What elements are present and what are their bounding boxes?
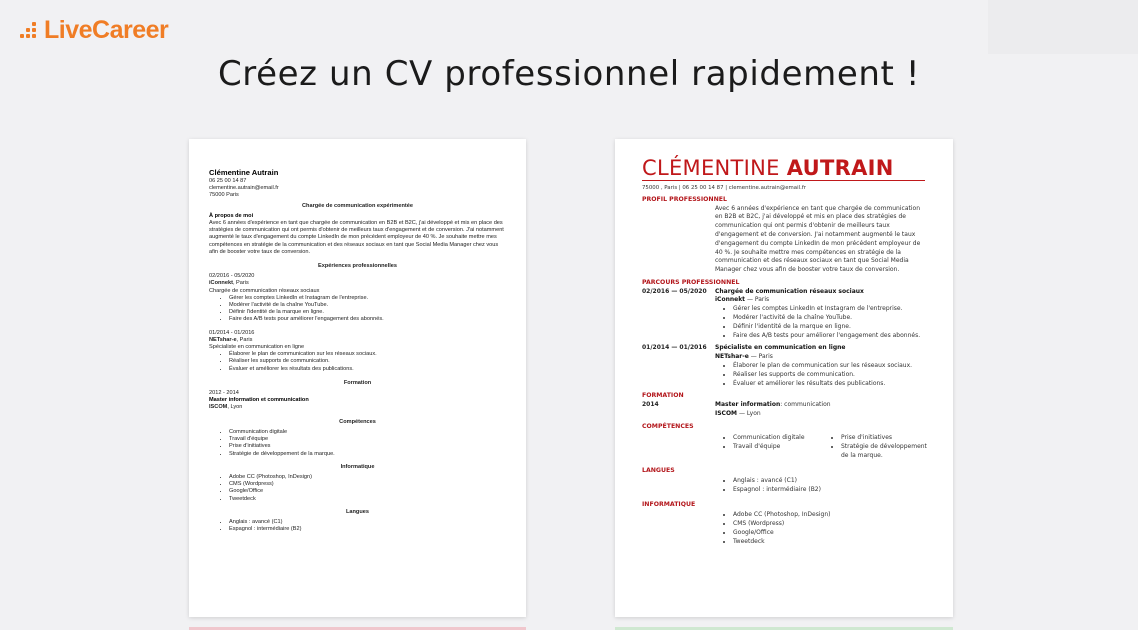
list-item: • Gérer les comptes LinkedIn et Instagram de l'entreprise.: [229, 295, 506, 302]
cv-template-modern[interactable]: [615, 139, 953, 617]
cv1-exp-heading: Expériences professionnelles: [318, 263, 397, 270]
cv2-edu-school-line: [715, 410, 926, 419]
cv2-exp1-company-line: [715, 296, 926, 305]
cv2-edu-degree: Master information: [715, 400, 781, 408]
list-item: • Adobe CC (Photoshop, InDesign): [229, 474, 506, 481]
cv2-exp2-company: NETshar-e: [715, 353, 749, 361]
cv2-skills-col2: [841, 434, 931, 460]
cv2-skills-heading: COMPÉTENCES: [642, 422, 694, 430]
cv2-edu-date: 2014: [642, 400, 659, 408]
cv-template-classic[interactable]: [189, 139, 526, 617]
cv1-exp1-role: Chargée de communication réseaux sociaux: [209, 287, 320, 294]
cv1-exp2-role: Spécialiste en communication en ligne: [209, 344, 305, 351]
cv2-name: [642, 156, 926, 180]
list-item: • Prise d'initiatives: [229, 443, 506, 450]
cv2-skills-spacer: [642, 434, 715, 460]
list-item: • Stratégie de développement de la marque.: [229, 451, 506, 458]
cv1-exp1-list: [229, 295, 506, 324]
cv1-edu-heading: Formation: [343, 379, 372, 386]
cv2-last-name: AUTRAIN: [786, 156, 894, 180]
page-headline: Créez un CV professionnel rapidement !: [217, 54, 921, 94]
list-item: • Google/Office: [733, 529, 926, 538]
cv1-edu-school: ISCOM: [209, 404, 228, 411]
cv2-langs-spacer: [642, 477, 715, 495]
cv1-city: 75000 Paris: [209, 192, 239, 199]
list-item: • Gérer les comptes LinkedIn et Instagram de l'entreprise.: [733, 305, 926, 314]
cv2-it-spacer: [642, 511, 715, 546]
cv1-exp1-dates: 02/2016 - 05/2020: [209, 273, 255, 280]
list-item: • Travail d'équipe: [229, 436, 506, 443]
cv1-exp1-company-line: [209, 280, 506, 287]
list-item: • Prise d'initiatives: [841, 434, 931, 443]
cv2-edu-city: — Lyon: [737, 409, 761, 417]
list-item: • Évaluer et améliorer les résultats des publications.: [229, 366, 506, 373]
cv2-exp2-city: — Paris: [748, 353, 773, 361]
cv2-exp2-dates: 01/2014 — 01/2016: [642, 344, 707, 352]
cv1-lang-heading: Langues: [345, 508, 369, 515]
cv1-name: Clémentine Autrain: [209, 168, 279, 177]
cv2-it-heading: INFORMATIQUE: [642, 500, 696, 508]
cv1-about-heading: À propos de moi: [209, 212, 254, 219]
cv2-profile-spacer: [642, 205, 715, 275]
list-item: • Définir l'identité de la marque en ligne.: [229, 309, 506, 316]
cv2-edu: [642, 401, 926, 419]
cv2-edu-school: ISCOM: [715, 409, 738, 417]
cv2-career-heading: PARCOURS PROFESSIONNEL: [642, 278, 740, 286]
cv1-phone: 06 25 00 14 87: [209, 178, 247, 184]
cv2-edu-body: [715, 401, 926, 419]
cv2-exp1-company: iConnekt: [715, 296, 746, 304]
cv2-edu-field: : communication: [780, 400, 831, 408]
cv2-exp1-city: — Paris: [745, 296, 770, 304]
list-item: • CMS (Wordpress): [229, 481, 506, 488]
list-item: • Espagnol : intermédiaire (B2): [733, 486, 926, 495]
list-item: • Modérer l'activité de la chaîne YouTube.: [733, 314, 926, 323]
cv2-exp1: [642, 288, 926, 341]
list-item: • Définir l'identité de la marque en ligne.: [733, 323, 926, 332]
cv2-skills-cols: [715, 434, 931, 460]
cv2-it-body: [715, 511, 926, 546]
cv2-exp1-body: [715, 288, 926, 341]
list-item: • Tweetdeck: [229, 496, 506, 503]
list-item: • Faire des A/B tests pour améliorer l'engagement des abonnés.: [229, 316, 506, 323]
cv1-title: Chargée de communication expérimentée: [302, 202, 413, 209]
cv2-exp2-company-line: [715, 353, 926, 362]
list-item: • Adobe CC (Photoshop, InDesign): [733, 511, 926, 520]
cv1-exp2-dates: 01/2014 - 01/2016: [209, 329, 255, 336]
cv2-exp2: [642, 344, 926, 388]
cv2-exp1-list: [733, 305, 926, 340]
cv2-contact: 75000 , Paris | 06 25 00 14 87 | clementine.autrain@email.fr: [642, 185, 806, 191]
logo-text: LiveCareer: [44, 16, 169, 44]
cv2-first-name: CLÉMENTINE: [642, 156, 780, 180]
cv1-edu-school-line: [209, 404, 506, 411]
cv1-it-heading: Informatique: [340, 463, 375, 470]
cv2-exp2-role: Spécialiste en communication en ligne: [715, 344, 846, 352]
list-item: • Stratégie de développement de la marque.: [841, 443, 931, 461]
list-item: • Réaliser les supports de communication.: [733, 371, 926, 380]
cv2-profile-text: Avec 6 années d'expérience en tant que chargée de communication en B2B et B2C, j'ai développé et mis en place des stratégies de communication qui ont permis d'obtenir de meilleurs taux d'engagement et de conversion. J'ai notamment augmenté le taux d'engagement du compte LinkedIn de mon précédent employeur de 40 %. Je souhaite mettre mes compétences en stratégie de la communication et des réseaux sociaux en tant que Social Media Manager chez vous afin de booster votre taux de conversion.: [715, 204, 921, 274]
cv1-exp2-list: [229, 351, 506, 373]
cv1-exp2-company-line: [209, 337, 506, 344]
list-item: • Élaborer le plan de communication sur les réseaux sociaux.: [733, 362, 926, 371]
cv2-exp1-role: Chargée de communication réseaux sociaux: [715, 287, 864, 295]
cv2-skills-col1: [733, 434, 823, 460]
list-item: • Communication digitale: [733, 434, 823, 443]
cv2-profile-row: [642, 205, 926, 275]
cv1-email: clementine.autrain@email.fr: [209, 185, 279, 192]
cv2-profile-heading: PROFIL PROFESSIONNEL: [642, 196, 727, 203]
cv2-edu-degree-line: [715, 401, 926, 410]
list-item: • Élaborer le plan de communication sur les réseaux sociaux.: [229, 351, 506, 358]
list-item: • Google/Office: [229, 488, 506, 495]
cv1-exp2-company: NETshar-e: [209, 336, 237, 343]
cv2-it-list: [733, 511, 926, 546]
cv1-exp1-company: iConnekt: [209, 280, 233, 287]
list-item: • Anglais : avancé (C1): [229, 519, 506, 526]
livecareer-logo[interactable]: [16, 16, 168, 45]
list-item: • Évaluer et améliorer les résultats des publications.: [733, 380, 926, 389]
cv2-edu-heading: FORMATION: [642, 392, 684, 400]
cv1-edu-dates: 2012 - 2014: [209, 390, 239, 397]
cv1-it-list: [229, 474, 506, 503]
list-item: • Tweetdeck: [733, 538, 926, 547]
logo-dots-icon: [16, 19, 40, 43]
cv1-skills-list: [229, 429, 506, 458]
cv2-name-divider: [642, 180, 925, 181]
list-item: • CMS (Wordpress): [733, 520, 926, 529]
cv1-edu-city: , Lyon: [227, 404, 243, 411]
cv2-exp1-dates: 02/2016 — 05/2020: [642, 287, 707, 295]
list-item: • Travail d'équipe: [733, 443, 823, 452]
cv2-lang-list: [733, 477, 926, 495]
cv2-langs: [642, 477, 926, 495]
cv1-edu-degree: Master information et communication: [209, 397, 309, 404]
list-item: • Anglais : avancé (C1): [733, 477, 926, 486]
list-item: • Faire des A/B tests pour améliorer l'engagement des abonnés.: [733, 332, 926, 341]
cv2-it: [642, 511, 926, 546]
list-item: • Réaliser les supports de communication.: [229, 358, 506, 365]
cv2-lang-heading: LANGUES: [642, 466, 675, 474]
header-right-panel: [988, 0, 1138, 54]
cv1-lang-list: [229, 519, 506, 533]
cv2-langs-body: [715, 477, 926, 495]
cv1-exp1-city: , Paris: [232, 280, 249, 287]
cv1-exp2-city: , Paris: [236, 336, 253, 343]
list-item: • Espagnol : intermédiaire (B2): [229, 526, 506, 533]
cv2-exp2-body: [715, 344, 926, 388]
cv2-exp2-list: [733, 362, 926, 388]
cv2-skills: [642, 434, 926, 460]
cv1-skills-heading: Compétences: [339, 418, 376, 425]
list-item: • Communication digitale: [229, 429, 506, 436]
cv1-about: Avec 6 années d'expérience en tant que chargée de communication en B2B et B2C, j'ai développé et mis en place des stratégies de communication qui ont permis d'obtenir de meilleurs taux d'engagement et de conversion. J'ai notamment augmenté le taux d'engagement du compte LinkedIn de mon précédent employeur de 40 %. Je souhaite mettre mes compétences en stratégie de la communication et des réseaux sociaux en tant que Social Media Manager chez vous afin de booster votre taux de conversion.: [209, 220, 504, 255]
list-item: • Modérer l'activité de la chaîne YouTube.: [229, 302, 506, 309]
